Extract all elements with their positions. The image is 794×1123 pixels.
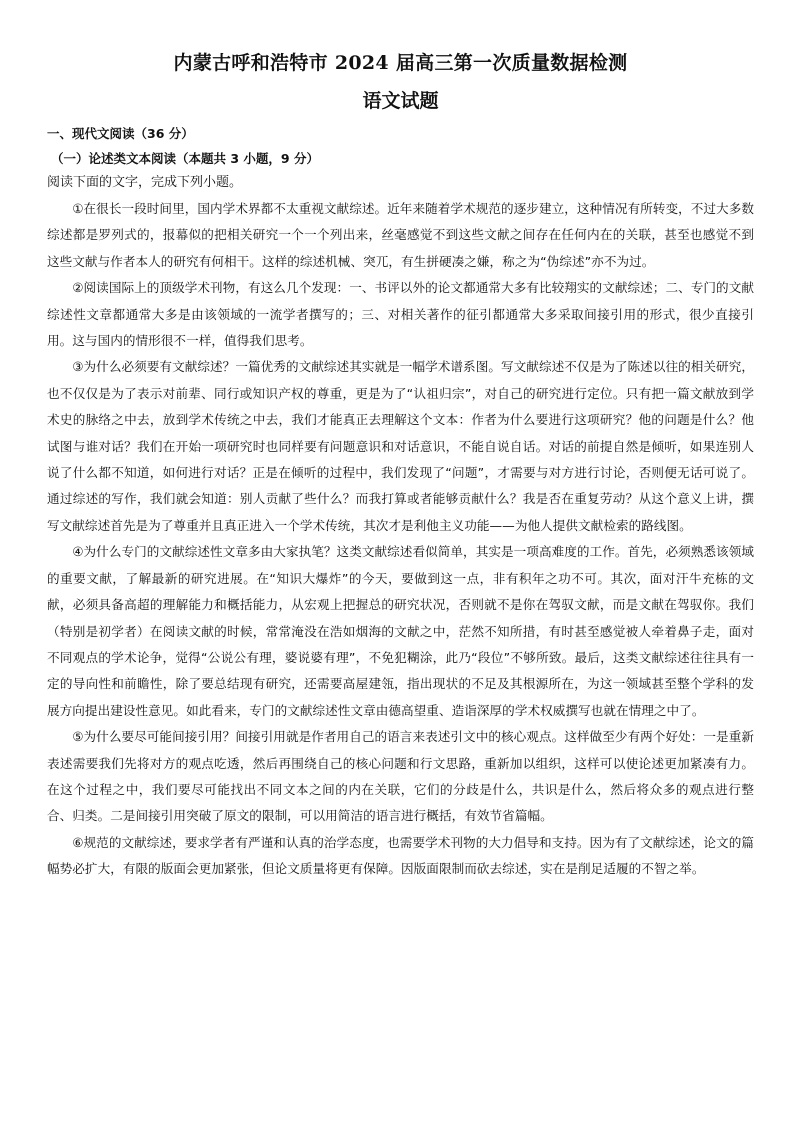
page-title: 内蒙古呼和浩特市 2024 届高三第一次质量数据检测 <box>173 52 628 74</box>
passage-paragraph-5: ⑤为什么要尽可能间接引用？间接引用就是作者用自己的语言来表述引文中的核心观点。这样做至少有两个好处：一是重新表述需要我们先将对方的观点吃透，然后再围绕自己的核心问题和行文思路，重新加以组织，这样可以使论述更加紧凑有力。在这个过程之中，我们要尽可能找出不同文本之间的内在关联，它们的分歧是什么，共识是什么，然后将众多的观点进行整合、归类。二是间接引用突破了原文的限制，可以用简洁的语言进行概括，有效节省篇幅。 <box>47 729 754 824</box>
exam-page <box>47 50 754 883</box>
page-subtitle: 语文试题 <box>362 90 439 112</box>
passage-paragraph-1: ①在很长一段时间里，国内学术界都不太重视文献综述。近年来随着学术规范的逐步建立，这种情况有所转变，不过大多数综述都是罗列式的，报幕似的把相关研究一个一个列出来，丝毫感觉不到这些文献之间存在任何内在的关联，甚至也感觉不到这些文献与作者本人的研究有何相干。这样的综述机械、突兀，有生拼硬凑之嫌，称之为“伪综述”亦不为过。 <box>47 201 754 269</box>
passage-paragraph-4: ④为什么专门的文献综述性文章多由大家执笔？这类文献综述看似简单，其实是一项高难度的工作。首先，必须熟悉该领域的重要文献，了解最新的研究进展。在“知识大爆炸”的今天，要做到这一点，非有积年之功不可。其次，面对汗牛充栋的文献，必须具备高超的理解能力和概括能力，从宏观上把握总的研究状况，否则就不是你在驾驭文献，而是文献在驾驭你。我们（特别是初学者）在阅读文献的时候，常常淹没在浩如烟海的文献之中，茫然不知所措，有时甚至感觉被人牵着鼻子走，面对不同观点的学术论争，觉得“公说公有理，婆说婆有理”，不免犯糊涂，此乃“段位”不够所致。最后，这类文献综述往往具有一定的导向性和前瞻性，除了要总结现有研究，还需要高屋建瓴，指出现状的不足及其根源所在，为这一领域甚至整个学科的发展方向提出建设性意见。如此看来，专门的文献综述性文章由德高望重、造诣深厚的学术权威撰写也就在情理之中了。 <box>47 544 754 718</box>
passage-paragraph-2: ②阅读国际上的顶级学术刊物，有这么几个发现：一、书评以外的论文都通常大多有比较翔实的文献综述；二、专门的文献综述性文章都通常大多是由该领域的一流学者撰写的；三、对相关著作的征引都通常大多采取间接引用的形式，很少直接引用。这与国内的情形很不一样，值得我们思考。 <box>47 280 754 349</box>
passage-paragraph-3: ③为什么必须要有文献综述？一篇优秀的文献综述其实就是一幅学术谱系图。写文献综述不仅是为了陈述以往的相关研究，也不仅仅是为了表示对前辈、同行或知识产权的尊重，更是为了“认祖归宗”，对自己的研究进行定位。只有把一篇文献放到学术史的脉络之中去，放到学术传统之中去，我们才能真正去理解这个文本：作者为什么要进行这项研究？他的问题是什么？他试图与谁对话？我们在开始一项研究时也同样要有问题意识和对话意识，不能自说自话。对话的前提自然是倾听，如果连别人说了什么都不知道，如何进行对话？正是在倾听的过程中，我们发现了“问题”，才需要与对方进行讨论，否则便无话可说了。通过综述的写作，我们就会知道：别人贡献了些什么？而我打算或者能够贡献什么？我是否在重复劳动？从这个意义上讲，撰写文献综述首先是为了尊重并且真正进入一个学术传统，其次才是利他主义功能——为他人提供文献检索的路线图。 <box>47 359 754 533</box>
section-heading: 一、现代文阅读（36 分） <box>47 126 194 141</box>
reading-passage <box>47 196 754 883</box>
subsection-heading: （一）论述类文本阅读（本题共 3 小题，9 分） <box>51 151 319 166</box>
reading-instruction: 阅读下面的文字，完成下列小题。 <box>47 175 243 190</box>
passage-paragraph-6: ⑥规范的文献综述，要求学者有严谨和认真的治学态度，也需要学术刊物的大力倡导和支持。因为有了文献综述，论文的篇幅势必扩大，有限的版面会更加紧张，但论文质量将更有保障。因版面限制而砍去综述，实在是削足适履的不智之举。 <box>47 834 754 877</box>
